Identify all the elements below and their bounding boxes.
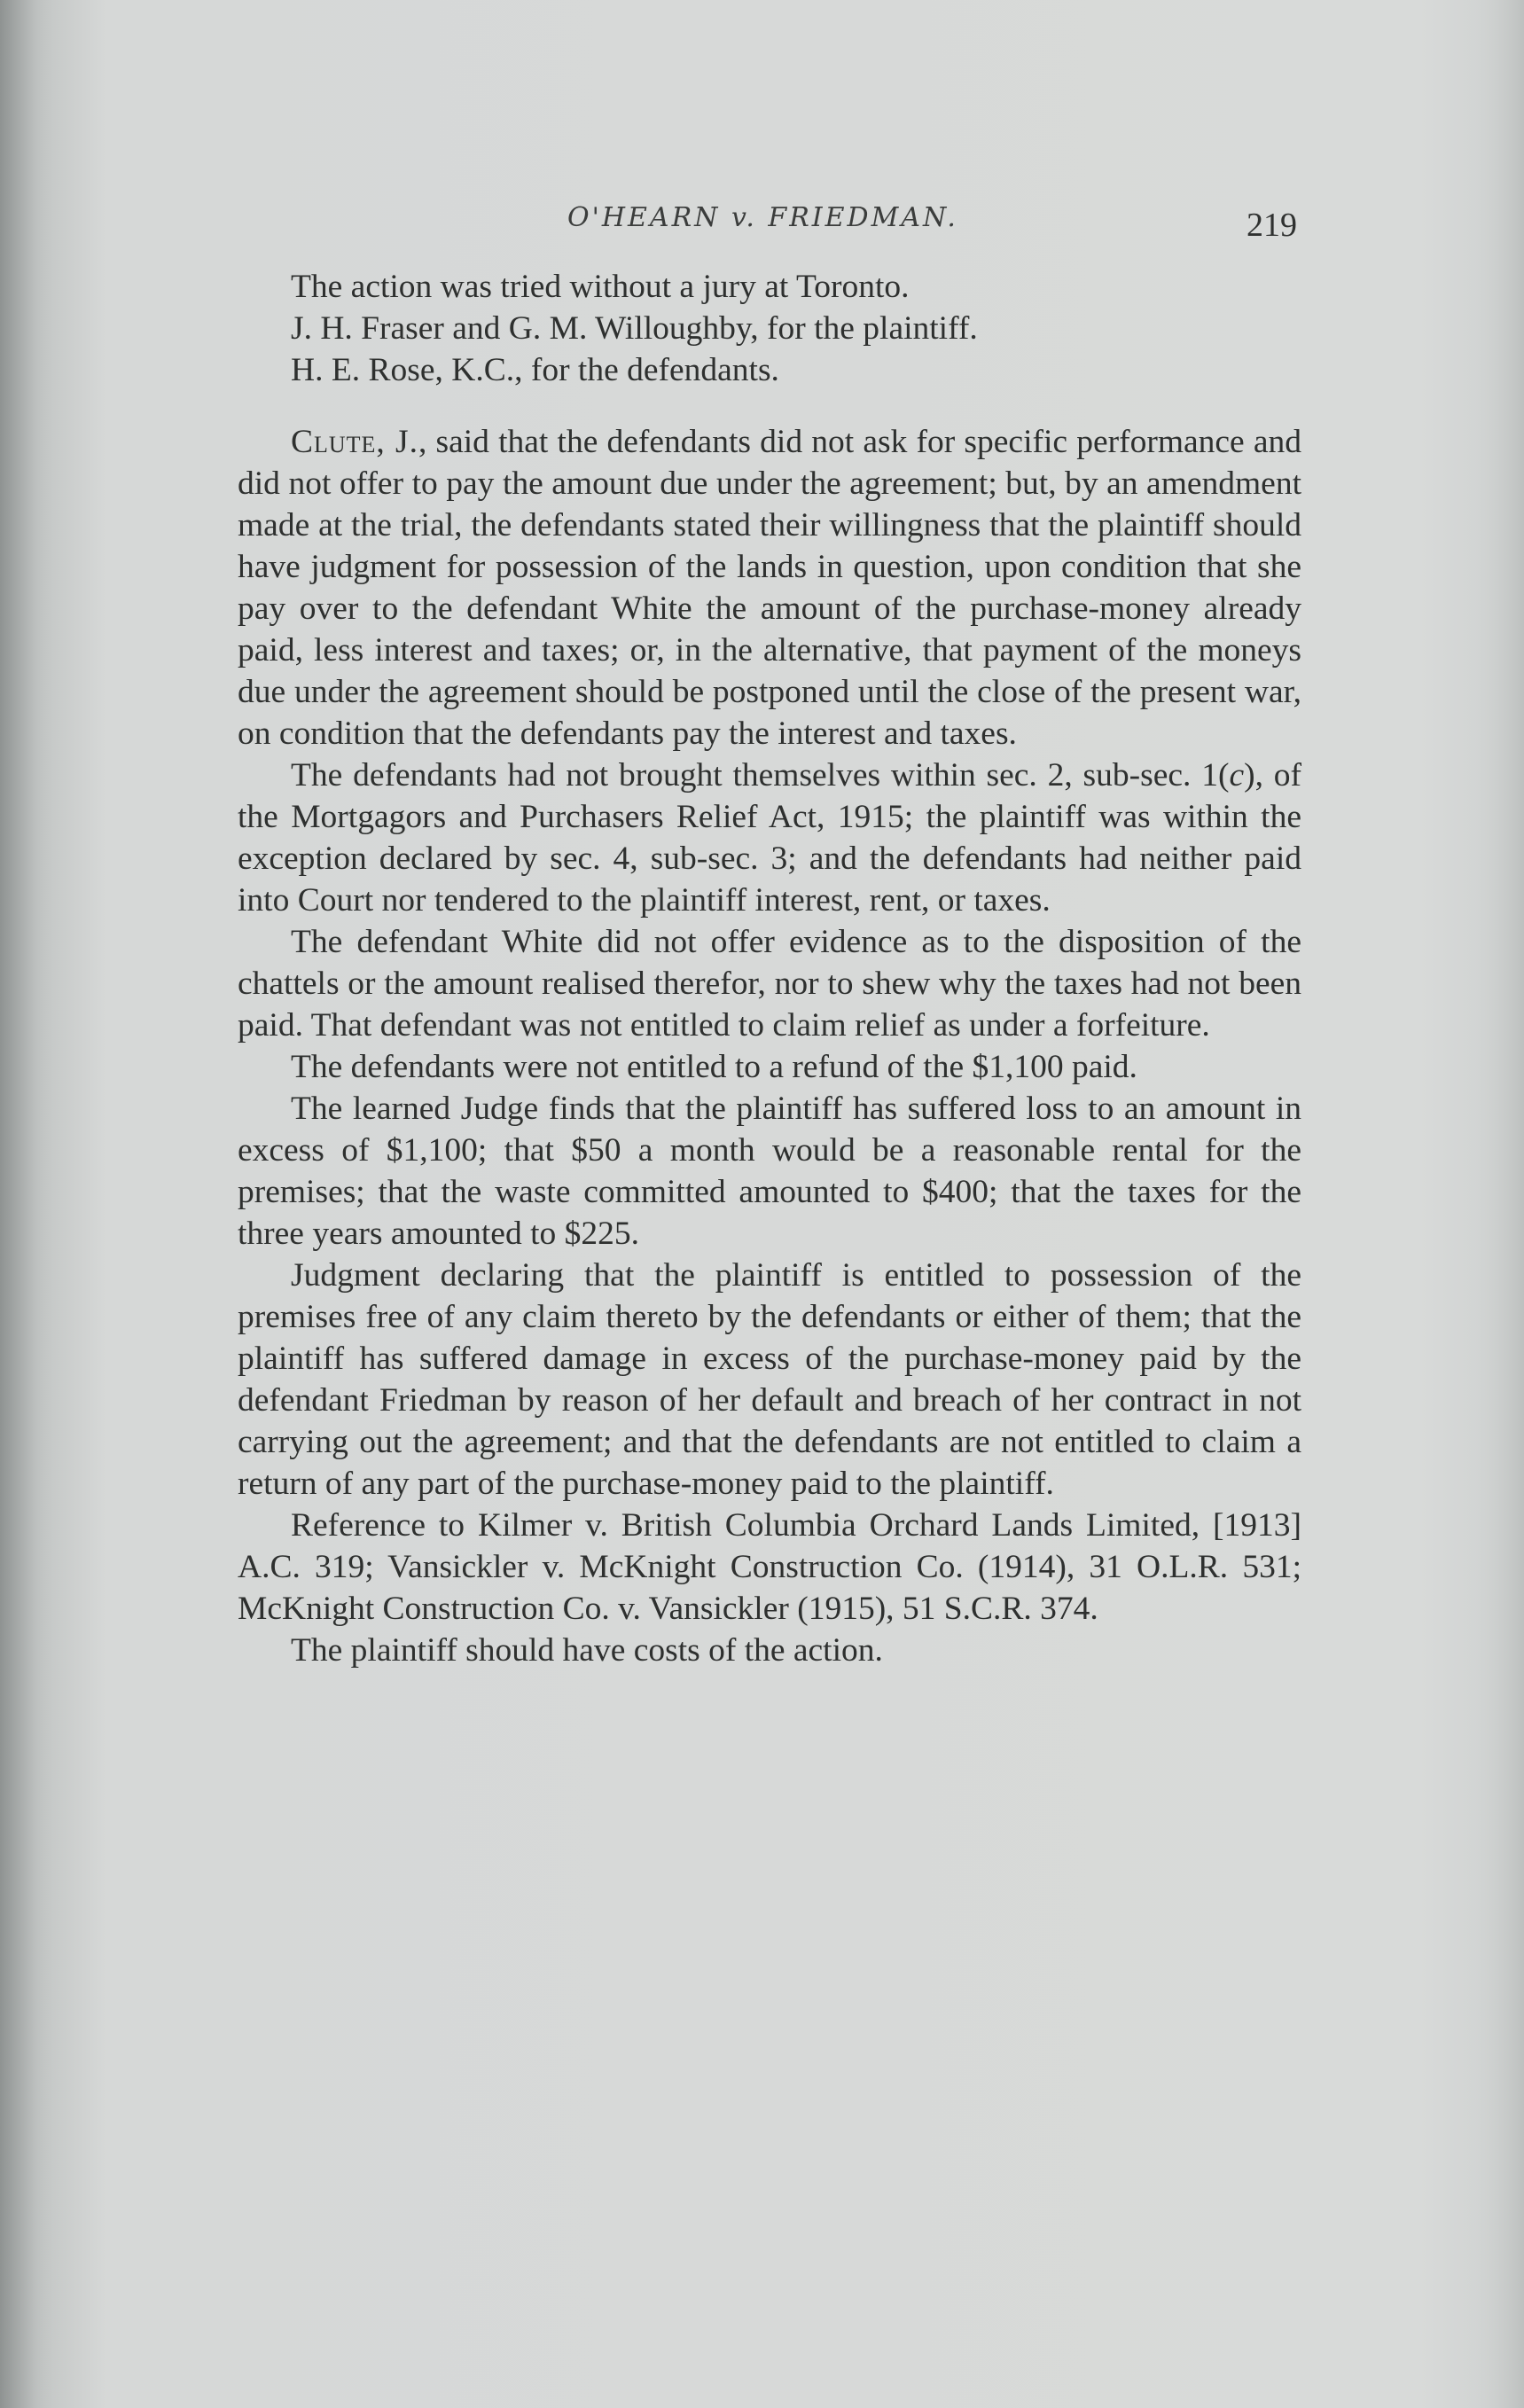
page-header <box>0 202 1524 255</box>
relief-act-subsection: c <box>1229 757 1245 794</box>
judgment-intro-text: , said that the defendants did not ask for specific performance and did not offer to pay the amount due under the agreement; but, by an amendment made at the trial, the defendants stated their willingness that the plaintiff should have judgment for possession of the lands in question, upon condition that she pay over to the defendant White the amount of the purchase-money already paid, less interest and taxes; or, in the alternative, that payment of the moneys due under the agreement should be postponed until the close of the present war, on condition that the defendants pay the interest and taxes. <box>238 424 1302 752</box>
relief-act-text-b: ), of the Mortgagors and Purchasers Relief Act, 1915; the plaintiff was within the exception declared by sec. 4, sub-sec. 3; and the defendants had neither paid into Court nor tendered to the plaintiff interest, rent, or taxes. <box>238 757 1301 919</box>
paragraph-counsel-plaintiff: J. H. Fraser and G. M. Willoughby, for the plaintiff. <box>291 310 978 347</box>
paragraph-trial-note: The action was tried without a jury at Toronto. <box>291 269 910 305</box>
paragraph-judgment-intro <box>238 421 1301 754</box>
running-head: O'HEARN v. FRIEDMAN. <box>567 202 958 233</box>
relief-act-text-a: The defendants had not brought themselves within sec. 2, sub-sec. 1( <box>291 757 1230 794</box>
paragraph-costs: The plaintiff should have costs of the action. <box>291 1632 883 1669</box>
paragraph-findings: The learned Judge finds that the plaintiff has suffered loss to an amount in excess of $1,100; that $50 a month would be a reasonable rental for the premises; that the waste committed amounted to $400; that the taxes for the three years amounted to $225. <box>238 1091 1301 1252</box>
judgment-text <box>238 266 1301 1671</box>
paragraph-counsel-defendants: H. E. Rose, K.C., for the defendants. <box>291 352 779 388</box>
page-number: 219 <box>1247 207 1297 244</box>
judge-name: Clute, J. <box>291 424 418 460</box>
paragraph-refund: The defendants were not entitled to a refund of the $1,100 paid. <box>291 1049 1137 1085</box>
paragraph-references: Reference to Kilmer v. British Columbia Orchard Lands Limited, [1913] A.C. 319; Vansickler v. McKnight Construction Co. (1914), 31 O.L.R. 531; McKnight Construction Co. v. Vansickler (1915), 51 S.C.R. 374. <box>238 1507 1301 1627</box>
paragraph-judgment-declaring: Judgment declaring that the plaintiff is entitled to possession of the premises free of any claim thereto by the defendants or either of them; that the plaintiff has suffered damage in excess of the purchase-money paid by the defendant Friedman by reason of her default and breach of her contract in not carrying out the agreement; and that the defendants are not entitled to claim a return of any part of the purchase-money paid to the plaintiff. <box>238 1257 1301 1502</box>
paragraph-chattels: The defendant White did not offer evidence as to the disposition of the chattels or the amount realised therefor, nor to shew why the taxes had not been paid. That defendant was not entitled to claim relief as under a forfeiture. <box>238 924 1301 1044</box>
paragraph-relief-act <box>238 754 1301 921</box>
